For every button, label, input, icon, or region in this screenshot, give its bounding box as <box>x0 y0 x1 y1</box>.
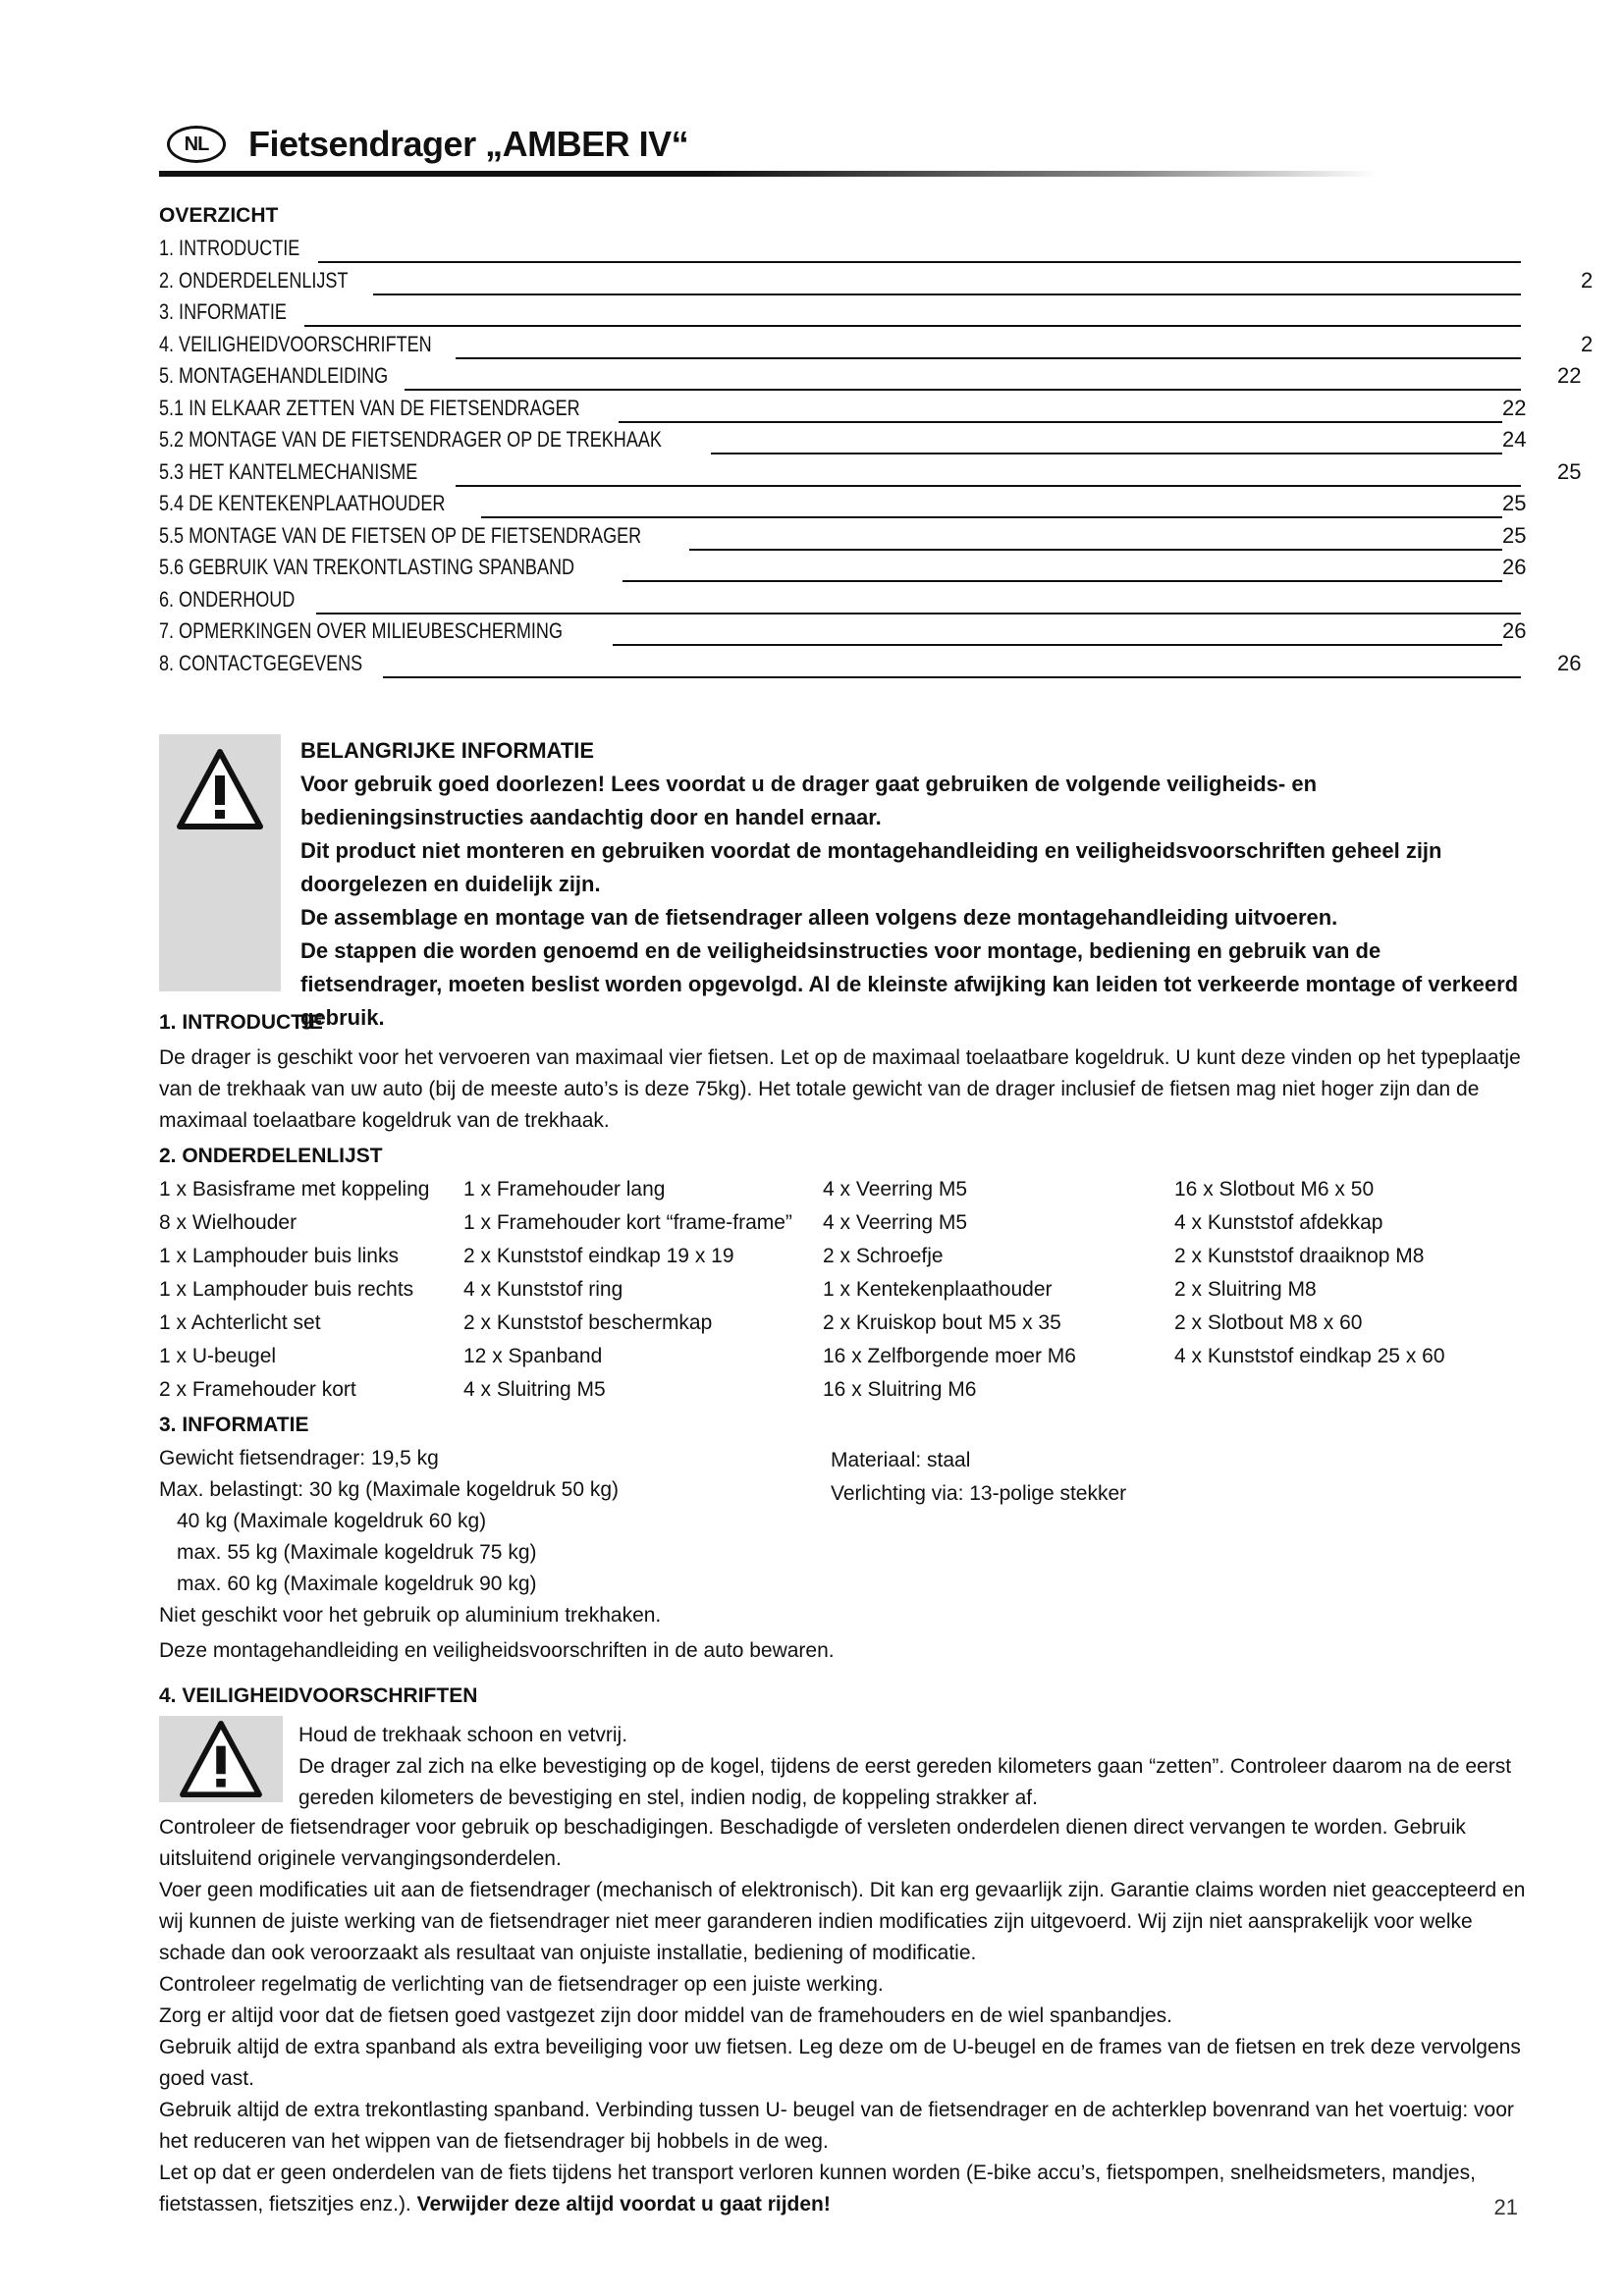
info-line: 40 kg (Maximale kogeldruk 60 kg) <box>177 1510 487 1532</box>
toc-label: 2. ONDERDELENLIJST <box>159 267 349 293</box>
toc-row[interactable] <box>159 459 1593 492</box>
toc-label: 5.2 MONTAGE VAN DE FIETSENDRAGER OP DE TREKHAAK <box>159 427 662 452</box>
safety-paragraph: Voer geen modificaties uit aan de fietsendrager (mechanisch of elektronisch). Dit kan erg gevaarlijk zijn. Garantie claims worden niet geaccepteerd en wij kunnen de juiste werking van de fietsendrager niet meer garanderen indien modificaties zijn uitgevoerd. Wij zijn niet aansprakelijk voor welke schade dan ook veroorzaakt als resultaat van onjuiste installatie, bediening of modificatie. <box>159 1879 1526 1964</box>
toc-row[interactable] <box>159 396 1593 428</box>
safety-paragraph <box>159 2158 1530 2220</box>
part-item: 1 x Kentekenplaathouder <box>823 1278 1053 1301</box>
part-item: 1 x Lamphouder buis rechts <box>159 1278 414 1301</box>
important-heading: BELANGRIJKE INFORMATIE <box>300 738 595 763</box>
safety-line: De drager zal zich na elke bevestiging op de kogel, tijdens de eerst gereden kilometers gaan “zetten”. Controleer daarom na de eerst gereden kilometers de bevestiging en stel, indien nodig, de koppeling strakker af. <box>298 1755 1512 1809</box>
info-line: Niet geschikt voor het gebruik op aluminium trekhaken. <box>159 1604 662 1627</box>
toc-label: 5.4 DE KENTEKENPLAATHOUDER <box>159 491 446 515</box>
part-item: 1 x Basisframe met koppeling <box>159 1178 430 1201</box>
toc-label: 5.5 MONTAGE VAN DE FIETSEN OP DE FIETSENDRAGER <box>159 522 642 548</box>
info-line: max. 55 kg (Maximale kogeldruk 75 kg) <box>177 1541 537 1564</box>
toc-page: 26 <box>1502 618 1527 643</box>
toc-row[interactable] <box>159 555 1593 587</box>
toc-label: 5. MONTAGEHANDLEIDING <box>159 363 389 388</box>
important-line: De stappen die worden genoemd en de veiligheidsinstructies voor montage, bediening en gebruik van de fietsendrager, moeten beslist worden opgevolgd. Al de kleinste afwijking kan leiden tot verkeerde montage of verkeerd gebruik. <box>300 938 1519 1030</box>
important-info <box>300 734 1528 1035</box>
safety-paragraph: Controleer de fietsendrager voor gebruik op beschadigingen. Beschadigde of versleten onderdelen dienen direct vervangen te worden. Gebruik uitsluitend originele vervangingsonderdelen. <box>159 1816 1466 1870</box>
part-item: 4 x Veerring M5 <box>823 1178 968 1201</box>
intro-heading: 1. INTRODUCTIE <box>159 1011 323 1034</box>
warning-triangle-icon <box>176 748 264 830</box>
toc-page: 26 <box>1557 650 1582 675</box>
safety-paragraph: Controleer regelmatig de verlichting van de fietsendrager op een juiste werking. <box>159 1973 884 1996</box>
part-item: 4 x Veerring M5 <box>823 1211 968 1234</box>
toc-label: 5.3 HET KANTELMECHANISME <box>159 458 418 484</box>
toc-page: 2 <box>1581 331 1594 356</box>
toc-label: 5.1 IN ELKAAR ZETTEN VAN DE FIETSENDRAGER <box>159 395 580 420</box>
part-item: 2 x Kunststof eindkap 19 x 19 <box>463 1245 734 1267</box>
important-line: Dit product niet monteren en gebruiken voordat de montagehandleiding en veiligheidsvoorschriften geheel zijn doorgelezen en duidelijk zijn. <box>300 838 1442 896</box>
part-item: 2 x Kunststof draaiknop M8 <box>1174 1245 1425 1267</box>
toc-row[interactable] <box>159 491 1593 523</box>
part-item: 16 x Zelfborgende moer M6 <box>823 1345 1076 1367</box>
safety-paragraph: Gebruik altijd de extra trekontlasting spanband. Verbinding tussen U- beugel van de fietsendrager en de achterklep bovenrand van het voertuig: voor het reduceren van het wippen van de fietsendrager bij hobbels in de weg. <box>159 2099 1514 2153</box>
toc-label: 3. INFORMATIE <box>159 299 287 324</box>
part-item: 1 x Framehouder lang <box>463 1178 666 1201</box>
part-item: 2 x Kunststof beschermkap <box>463 1311 713 1334</box>
toc-page: 26 <box>1502 555 1527 579</box>
part-item: 1 x U-beugel <box>159 1345 277 1367</box>
page-number: 21 <box>1493 2195 1518 2219</box>
toc-page: 2 <box>1581 267 1594 293</box>
info-line: Materiaal: staal <box>831 1449 971 1471</box>
toc-label: 5.6 GEBRUIK VAN TREKONTLASTING SPANBAND <box>159 555 575 579</box>
part-item: 1 x Achterlicht set <box>159 1311 321 1334</box>
part-item: 8 x Wielhouder <box>159 1211 298 1234</box>
toc-row[interactable] <box>159 299 1593 332</box>
info-line: Gewicht fietsendrager: 19,5 kg <box>159 1447 439 1469</box>
part-item: 16 x Sluitring M6 <box>823 1378 977 1401</box>
part-item: 4 x Kunststof ring <box>463 1278 623 1301</box>
part-item: 2 x Framehouder kort <box>159 1378 356 1401</box>
part-item: 2 x Schroefje <box>823 1245 944 1267</box>
safety-heading: 4. VEILIGHEIDVOORSCHRIFTEN <box>159 1684 478 1707</box>
toc-label: 8. CONTACTGEGEVENS <box>159 650 363 675</box>
part-item: 4 x Kunststof afdekkap <box>1174 1211 1383 1234</box>
toc-row[interactable] <box>159 427 1593 459</box>
info-line: max. 60 kg (Maximale kogeldruk 90 kg) <box>177 1573 537 1595</box>
safety-paragraph: Zorg er altijd voor dat de fietsen goed vastgezet zijn door middel van de framehouders en de wiel spanbandjes. <box>159 2004 1172 2027</box>
info-line: Deze montagehandleiding en veiligheidsvoorschriften in de auto bewaren. <box>159 1639 835 1662</box>
toc-label: 7. OPMERKINGEN OVER MILIEUBESCHERMING <box>159 618 563 643</box>
information-right <box>831 1449 1126 1514</box>
language-badge: NL <box>167 126 226 163</box>
safety-boxed-text <box>298 1720 1526 1814</box>
safety-paragraphs <box>159 1812 1530 2220</box>
warning-triangle-icon <box>177 1720 265 1798</box>
toc-label: 1. INTRODUCTIE <box>159 236 300 260</box>
information-left <box>159 1447 835 1671</box>
important-line: De assemblage en montage van de fietsendrager alleen volgens deze montagehandleiding uitvoeren. <box>300 905 1338 930</box>
toc-page: 25 <box>1502 522 1527 548</box>
part-item: 1 x Framehouder kort “frame-frame” <box>463 1211 792 1234</box>
toc-page: 22 <box>1557 363 1582 388</box>
page-title: Fietsendrager „AMBER IV“ <box>248 124 689 164</box>
warning-panel <box>159 734 281 991</box>
toc-label: 6. ONDERHOUD <box>159 586 296 612</box>
safety-last-text: Let op dat er geen onderdelen van de fiets tijdens het transport verloren kunnen worden (E-bike accu’s, fietspompen, snelheidsmeters, mandjes, fietstassen, fietszitjes enz.). <box>159 2162 1476 2216</box>
part-item: 16 x Slotbout M6 x 50 <box>1174 1178 1375 1201</box>
part-item: 2 x Kruiskop bout M5 x 35 <box>823 1311 1061 1334</box>
toc-label: 4. VEILIGHEIDVOORSCHRIFTEN <box>159 331 432 356</box>
toc-page: 25 <box>1502 491 1527 515</box>
safety-paragraph: Gebruik altijd de extra spanband als extra beveiliging voor uw fietsen. Leg deze om de U-beugel en de frames van de fietsen en trek deze vervolgens goed vast. <box>159 2036 1521 2090</box>
part-item: 4 x Sluitring M5 <box>463 1378 606 1401</box>
part-item: 2 x Slotbout M8 x 60 <box>1174 1311 1363 1334</box>
toc-row[interactable] <box>159 363 1593 396</box>
toc-row[interactable] <box>159 587 1593 619</box>
part-item: 4 x Kunststof eindkap 25 x 60 <box>1174 1345 1445 1367</box>
safety-warning-panel <box>159 1716 283 1802</box>
info-line: Verlichting via: 13-polige stekker <box>831 1482 1127 1505</box>
toc-title: OVERZICHT <box>159 204 279 227</box>
part-item: 2 x Sluitring M8 <box>1174 1278 1317 1301</box>
toc-row[interactable] <box>159 332 1593 364</box>
toc-page: 22 <box>1502 395 1527 420</box>
title-underline <box>159 171 1377 177</box>
toc-row[interactable] <box>159 523 1593 556</box>
toc-row[interactable] <box>159 618 1593 651</box>
toc-row[interactable] <box>159 651 1593 683</box>
important-line: Voor gebruik goed doorlezen! Lees voordat u de drager gaat gebruiken de volgende veiligheids- en bedieningsinstructies aandachtig door en handel ernaar. <box>300 772 1318 829</box>
part-item: 12 x Spanband <box>463 1345 603 1367</box>
information-heading: 3. INFORMATIE <box>159 1414 309 1436</box>
intro-text: De drager is geschikt voor het vervoeren van maximaal vier fietsen. Let op de maximaal toelaatbare kogeldruk. U kunt deze vinden op het typeplaatje van de trekhaak van uw auto (bij de meeste auto’s is deze 75kg). Het totale gewicht van de drager inclusief de fietsen mag niet hoger zijn dan de maximaal toelaatbare kogeldruk van de trekhaak. <box>159 1046 1521 1132</box>
toc-row[interactable] <box>159 236 1593 268</box>
toc-page: 24 <box>1502 427 1527 452</box>
info-line: Max. belastingt: 30 kg (Maximale kogeldruk 50 kg) <box>159 1478 620 1501</box>
toc-page: 25 <box>1557 458 1582 484</box>
part-item: 1 x Lamphouder buis links <box>159 1245 399 1267</box>
table-of-contents <box>159 236 1593 682</box>
safety-line: Houd de trekhaak schoon en vetvrij. <box>298 1724 628 1746</box>
parts-heading: 2. ONDERDELENLIJST <box>159 1145 383 1167</box>
safety-last-bold: Verwijder deze altijd voordat u gaat rijden! <box>416 2193 831 2216</box>
toc-row[interactable] <box>159 268 1593 300</box>
